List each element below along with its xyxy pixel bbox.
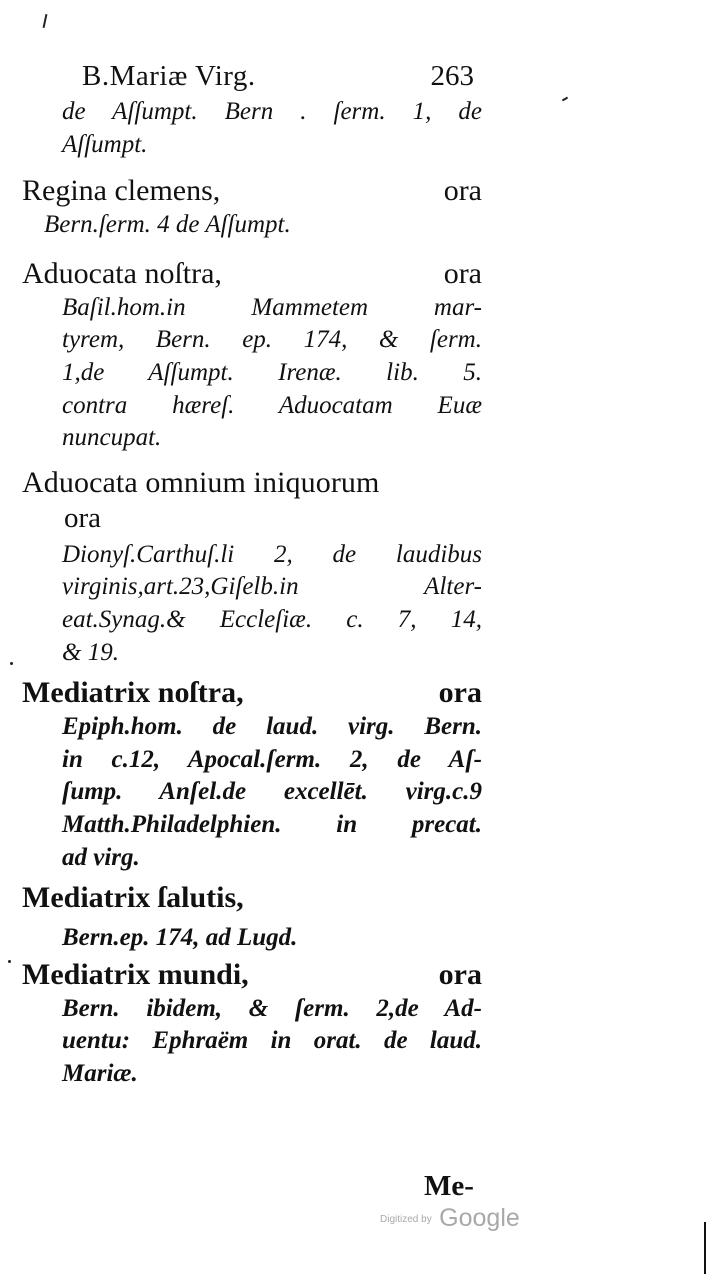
invocation-title: Mediatrix mundi,: [22, 957, 249, 991]
ora-response: ora: [443, 256, 482, 290]
citation-line: virginis,art.23,Giſelb.in Alter-: [62, 573, 482, 601]
invocation-title: Regina clemens,: [22, 174, 221, 208]
digitized-watermark: [380, 1204, 520, 1233]
ora-response: ora: [64, 501, 102, 534]
scan-speck: [10, 662, 13, 665]
invocation-title: Aduocata noſtra,: [22, 256, 222, 290]
watermark-caption: Digitized by: [380, 1214, 432, 1225]
invocation-heading: [22, 675, 482, 711]
invocation-title: Aduocata omnium iniquorum: [22, 465, 380, 499]
invocation-heading: [22, 173, 482, 209]
citation-line: Mariæ.: [62, 1059, 138, 1087]
scan-speck: [8, 960, 11, 963]
invocation-heading: [22, 465, 482, 501]
scan-speck: [43, 14, 48, 28]
citation-line: 1,de Aſſumpt. Irenæ. lib. 5.: [62, 358, 482, 386]
scan-edge-mark: [704, 1222, 706, 1274]
ora-response: ora: [443, 174, 482, 208]
citation-line: Aſſumpt.: [62, 130, 148, 158]
citation-line: Baſil.hom.in Mammetem mar-: [62, 293, 482, 321]
citation-line: Bern. ibidem, & ſerm. 2,de Ad-: [62, 994, 482, 1022]
citation-line: eat.Synag.& Eccleſiæ. c. 7, 14,: [62, 605, 482, 633]
invocation-title: Mediatrix noſtra,: [22, 676, 244, 710]
citation-line: de Aſſumpt. Bern . ſerm. 1, de: [62, 98, 482, 125]
citation-line: ſump. Anſel.de excellēt. virg.c.9: [62, 778, 482, 806]
ora-response: ora: [438, 676, 482, 710]
invocation-heading: [22, 957, 482, 993]
page-number: 263: [430, 60, 474, 92]
invocation-title: Mediatrix ſalutis,: [22, 881, 244, 915]
citation-line: tyrem, Bern. ep. 174, & ſerm.: [62, 326, 482, 354]
citation-line: Dionyſ.Carthuſ.li 2, de laudibus: [62, 540, 482, 568]
citation-line: ad virg.: [62, 843, 140, 871]
watermark-logo: Google: [439, 1204, 520, 1232]
citation-line: contra hæreſ. Aduocatam Euæ: [62, 391, 482, 419]
page-header: [82, 56, 480, 96]
catchword: Me-: [424, 1170, 474, 1202]
citation-line: Bern.ſerm. 4 de Aſſumpt.: [44, 211, 291, 239]
litany-entries: [0, 96, 718, 1090]
ora-response: ora: [438, 957, 482, 991]
citation-line: Matth.Philadelphien. in precat.: [62, 810, 482, 838]
citation-line: Bern.ep. 174, ad Lugd.: [62, 924, 298, 952]
citation-line: nuncupat.: [62, 424, 162, 452]
invocation-heading: [22, 256, 482, 292]
running-title: B.Mariæ Virg.: [82, 60, 256, 92]
invocation-heading: [22, 880, 482, 916]
citation-line: Epiph.hom. de laud. virg. Bern.: [62, 713, 482, 741]
citation-line: uentu: Ephraëm in orat. de laud.: [62, 1027, 482, 1055]
citation-line: & 19.: [62, 638, 119, 666]
citation-line: in c.12, Apocal.ſerm. 2, de Aſ-: [62, 745, 482, 773]
